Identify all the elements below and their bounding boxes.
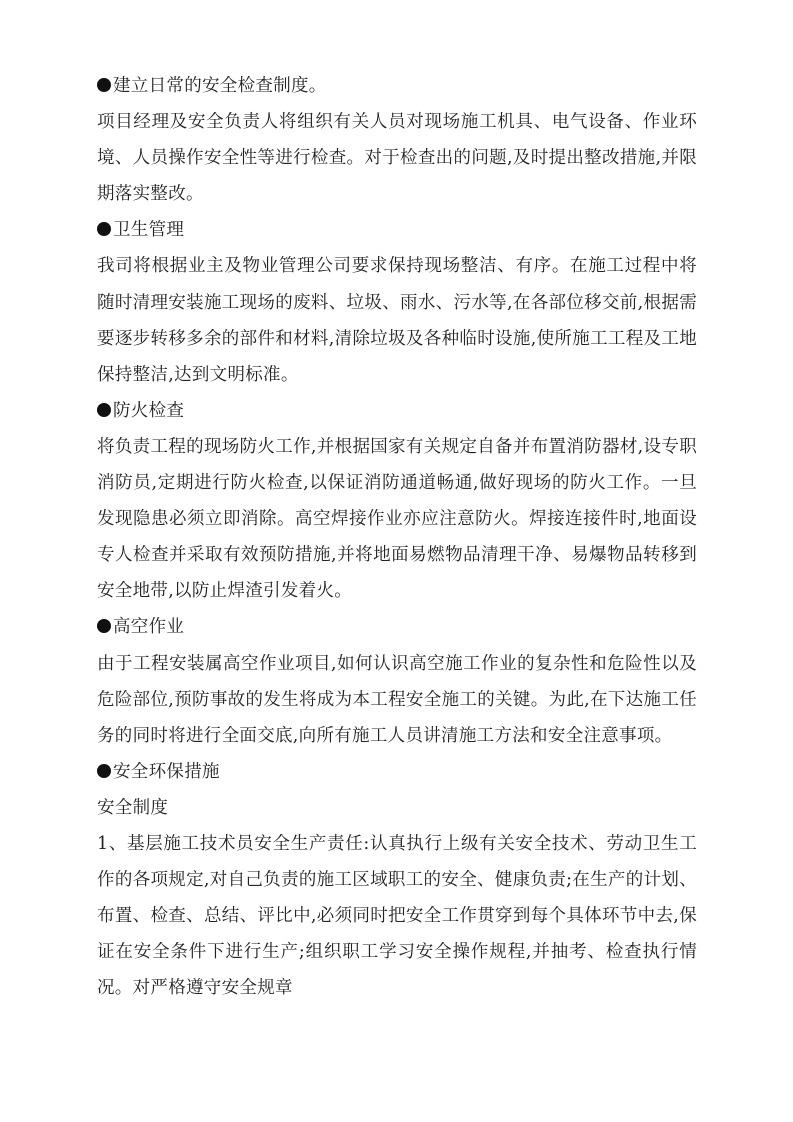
section-heading-fire-inspection — [97, 393, 697, 429]
section-paragraph-safety-system: 1、基层施工技术员安全生产责任:认真执行上级有关安全技术、劳动卫生工作的各项规定,对自己负责的施工区域职工的安全、健康负责;在生产的计划、布置、检查、总结、评比中,必须同时把安全工作贯穿到每个具体环节中去,保证在安全条件下进行生产;组织职工学习安全操作规程,并抽考、检查执行情况。对严格遵守安全规章 — [97, 833, 697, 999]
section-heading-text: 建立日常的安全检查制度。 — [113, 76, 327, 96]
section-paragraph-fire-inspection: 将负责工程的现场防火工作,并根据国家有关规定自备并布置消防器材,设专职消防员,定期进行防火检查,以保证消防通道畅通,做好现场的防火工作。一旦发现隐患必须立即消除。高空焊接作业亦应注意防火。焊接连接件时,地面设专人检查并采取有效预防措施,并将地面易燃物品清理干净、易爆物品转移到安全地带,以防止焊渣引发着火。 — [97, 436, 697, 602]
bullet-icon — [97, 764, 111, 778]
section-paragraph-high-altitude-work: 由于工程安装属高空作业项目,如何认识高空施工作业的复杂性和危险性以及危险部位,预防事故的发生将成为本工程安全施工的关键。为此,在下达施工任务的同时将进行全面交底,向所有施工人员讲清施工方法和安全注意事项。 — [97, 653, 697, 746]
section-heading-safety-environment — [97, 754, 697, 790]
section-heading-high-altitude-work — [97, 609, 697, 645]
bullet-icon — [97, 619, 111, 633]
section-paragraph-safety-inspection: 项目经理及安全负责人将组织有关人员对现场施工机具、电气设备、作业环境、人员操作安全性等进行检查。对于检查出的问题,及时提出整改措施,并限期落实整改。 — [97, 112, 697, 205]
section-heading-text: 卫生管理 — [113, 220, 185, 241]
section-heading-text: 高空作业 — [113, 617, 185, 638]
section-heading-hygiene — [97, 212, 697, 248]
section-heading-safety-inspection — [97, 68, 697, 104]
section-heading-text: 防火检查 — [113, 400, 185, 421]
section-paragraph-hygiene: 我司将根据业主及物业管理公司要求保持现场整洁、有序。在施工过程中将随时清理安装施工现场的废料、垃圾、雨水、污水等,在各部位移交前,根据需要逐步转移多余的部件和材料,清除垃圾及各种临时设施,使所施工工程及工地保持整洁,达到文明标准。 — [97, 256, 697, 385]
document-page — [97, 68, 697, 1006]
section-heading-text: 安全环保措施 — [113, 761, 220, 782]
bullet-icon — [97, 78, 111, 92]
section-subheading-safety-system: 安全制度 — [97, 797, 169, 818]
bullet-icon — [97, 403, 111, 417]
bullet-icon — [97, 222, 111, 236]
